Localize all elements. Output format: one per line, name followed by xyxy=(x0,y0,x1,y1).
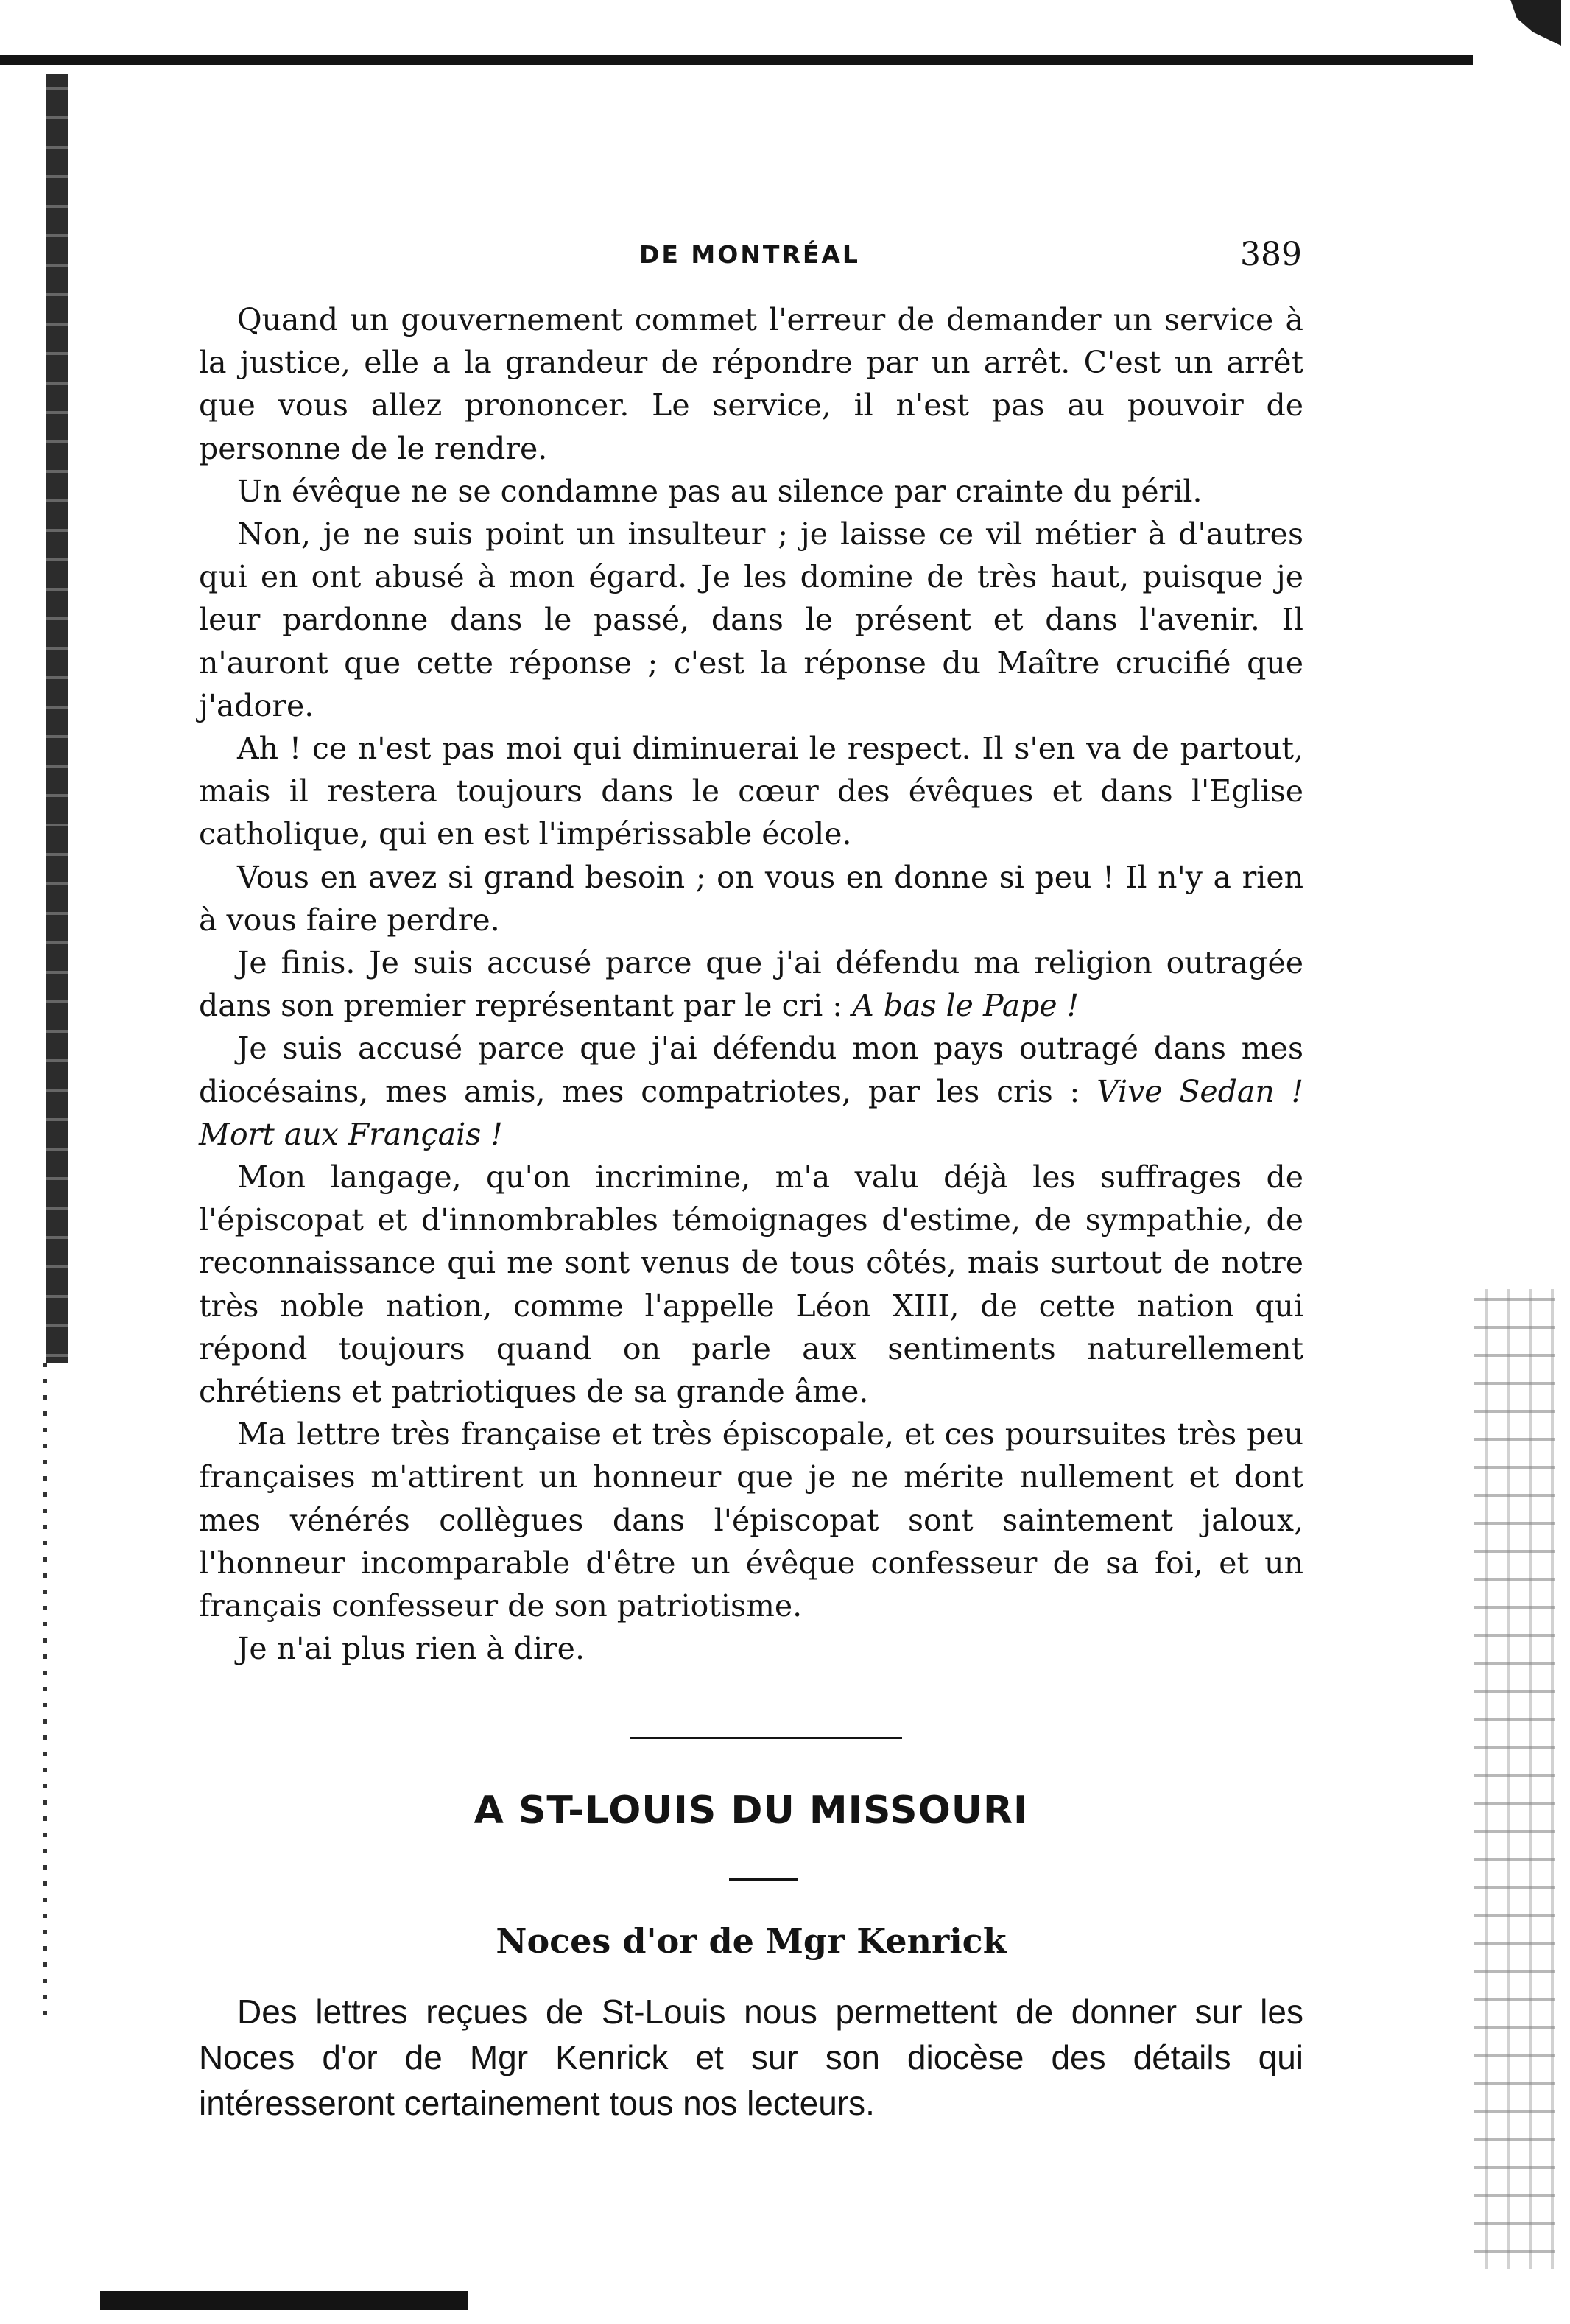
section-title: A ST-LOUIS DU MISSOURI xyxy=(474,1788,1029,1833)
body-paragraph xyxy=(199,1156,1303,1413)
paragraph-text: Je n'ai plus rien à dire. xyxy=(237,1631,585,1667)
paragraph-text: Ah ! ce n'est pas moi qui diminuerai le respect. Il s'en va de partout, mais il restera toujours dans le cœur des évêques et dans l'Eglise catholique, qui en est l'impérissable école. xyxy=(199,731,1303,852)
scan-top-border-rule xyxy=(0,49,1473,69)
body-paragraph xyxy=(199,470,1303,513)
section-divider xyxy=(630,1737,902,1739)
section-divider-short xyxy=(729,1878,798,1881)
paragraph-text: Quand un gouvernement commet l'erreur de demander un service à la justice, elle a la grandeur de répondre par un arrêt. C'est un arrêt que vous allez prononcer. Le service, il n'est pas au pouvoir de personne de le rendre. xyxy=(199,302,1303,466)
scan-left-edge-shadow xyxy=(46,74,68,1363)
running-head xyxy=(234,236,1302,280)
italic-quote: A bas le Pape ! xyxy=(852,988,1080,1024)
body-text xyxy=(199,298,1303,1671)
paragraph-text: Non, je ne suis point un insulteur ; je laisse ce vil métier à d'autres qui en ont abusé à mon égard. Je les domine de très haut, puisque je leur pardonne dans le passé, dans le présent et dans l'avenir. Il n'auront que cette réponse ; c'est la réponse du Maître crucifié que j'adore. xyxy=(199,516,1303,723)
section-paragraph: Des lettres reçues de St-Louis nous permettent de donner sur les Noces d'or de Mgr Kenrick et sur son diocèse des détails qui intéresseront certainement tous nos lecteurs. xyxy=(199,1993,1303,2122)
body-paragraph xyxy=(199,856,1303,941)
paragraph-text: Mon langage, qu'on incrimine, m'a valu déjà les suffrages de l'épiscopat et d'innombrables témoignages d'estime, de sympathie, de reconnaissance qui me sont venus de tous côtés, mais surtout de notre très noble nation, comme l'appelle Léon XIII, de cette nation qui répond toujours quand on parle aux sentiments naturellement chrétiens et patriotiques de sa grande âme. xyxy=(199,1159,1303,1410)
body-paragraph xyxy=(199,727,1303,856)
scan-corner-mark xyxy=(1498,0,1561,46)
italic-quote: Vive Sedan ! Mort aux Français ! xyxy=(199,1073,1303,1152)
body-paragraph xyxy=(199,1627,1303,1670)
scan-left-edge-marks xyxy=(43,1363,47,2026)
body-paragraph xyxy=(199,941,1303,1027)
section-body xyxy=(199,1989,1303,2126)
paragraph-text: Ma lettre très française et très épiscopale, et ces poursuites très peu françaises m'attirent un honneur que je ne mérite nullement et dont mes vénérés collègues dans l'épiscopat sont saintement jaloux, l'honneur incomparable d'être un évêque confesseur de sa foi, et un français confesseur de son patriotisme. xyxy=(199,1416,1303,1624)
paragraph-text: Un évêque ne se condamne pas au silence par crainte du péril. xyxy=(237,473,1203,509)
section-subtitle: Noces d'or de Mgr Kenrick xyxy=(496,1921,1007,1961)
body-paragraph xyxy=(199,298,1303,470)
running-title: DE MONTRÉAL xyxy=(639,240,860,269)
body-paragraph xyxy=(199,1413,1303,1627)
paragraph-text: Je finis. Je suis accusé parce que j'ai défendu ma religion outragée dans son premier représentant par le cri : xyxy=(199,945,1303,1024)
paragraph-text: Je suis accusé parce que j'ai défendu mon pays outragé dans mes diocésains, mes amis, mes compatriotes, par les cris : xyxy=(199,1031,1303,1109)
body-paragraph xyxy=(199,1027,1303,1156)
page-number: 389 xyxy=(1240,236,1302,273)
paragraph-text: Vous en avez si grand besoin ; on vous en donne si peu ! Il n'y a rien à vous faire perdre. xyxy=(199,859,1303,938)
scan-right-edge-noise xyxy=(1474,1289,1555,2269)
body-paragraph xyxy=(199,513,1303,727)
scan-bottom-border-rule xyxy=(100,2291,468,2310)
